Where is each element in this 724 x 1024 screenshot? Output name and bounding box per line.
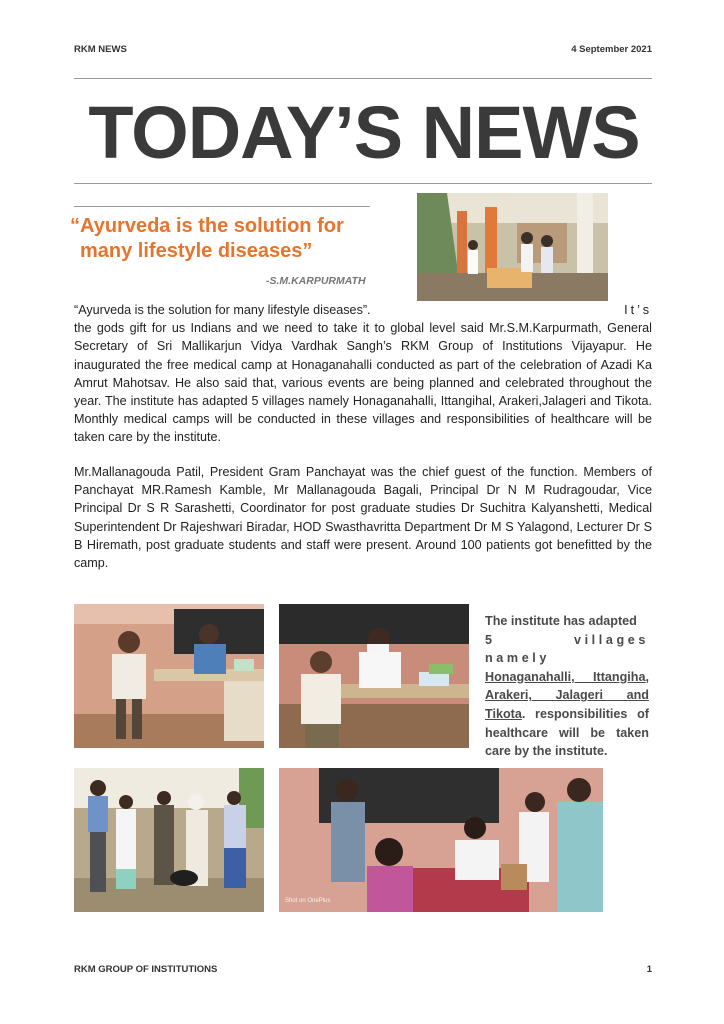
- masthead-title: TODAY’S NEWS: [88, 91, 640, 174]
- sidebar-note-tail: . responsibilities of healthcare will be taken care by the institute.: [485, 706, 649, 759]
- headline-quote-line2: many lifestyle diseases”: [80, 240, 313, 262]
- sidebar-note-line2: 5 villages namely: [485, 632, 649, 666]
- photo-watermark: Shot on OnePlus: [285, 898, 331, 904]
- photo-corridor-camp: [417, 193, 608, 301]
- quote-divider: [74, 206, 370, 207]
- photo-health-checkup: [279, 768, 603, 912]
- top-divider: [74, 78, 652, 79]
- headline-quote-line1: “Ayurveda is the solution for: [70, 215, 344, 237]
- footer-organization: RKM GROUP OF INSTITUTIONS: [74, 964, 218, 975]
- paragraph1-body: the gods gift for us Indians and we need to take it to global level said Mr.S.M.Karpurmath, General Secretary of Sri Mallikarjun Vidya Vardhak Sangh’s RKM Group of Institutions Vijayapur. He inaugurated the free medical camp at Honaganahalli conducted as part of the celebration of Azadi Ka Amrut Mahotsav. He also said that, various events are being planned and celebrated throughout the year. The institute has adapted 5 villages namely Honaganahalli, Ittangihal, Arakeri,Jalageri and Tikota. Monthly medical camps will be conducted in these villages and responsibilities of healthcare will be taken care by the institute.: [74, 321, 652, 445]
- quote-attribution: -S.M.KARPURMATH: [266, 275, 366, 287]
- issue-date: 4 September 2021: [571, 44, 652, 55]
- photo-group-visitors: [74, 768, 264, 912]
- article-paragraph-1: [74, 301, 652, 447]
- publication-name: RKM NEWS: [74, 44, 127, 55]
- paragraph1-lead: “Ayurveda is the solution for many lifestyle diseases”.: [74, 303, 371, 317]
- masthead-divider: [74, 183, 652, 184]
- photo-patient-consultation-1: [74, 604, 264, 748]
- sidebar-note: [485, 612, 649, 761]
- sidebar-note-villages: Honaganahalli, Ittangiha, Arakeri, Jalageri and Tikota: [485, 669, 649, 721]
- sidebar-note-line1: The institute has adapted: [485, 614, 637, 628]
- paragraph1-tail: It’s: [624, 303, 652, 317]
- page-number: 1: [646, 964, 652, 975]
- photo-patient-consultation-2: [279, 604, 469, 748]
- article-paragraph-2: Mr.Mallanagouda Patil, President Gram Panchayat was the chief guest of the function. Members of Panchayat MR.Ramesh Kamble, Mr Mallanagouda Bagali, Principal Dr N M Rudragoudar, Vice Principal Dr S R Sarashetti, Coordinator for post graduate studies Dr Suchitra Kalyanshetti, Medical Superintendent Dr Rajeshwari Biradar, HOD Swasthavritta Department Dr M S Yalagond, Lecturer Dr S B Hiremath, post graduate students and staff were present. Around 100 patients got benefitted by the camp.: [74, 465, 652, 571]
- headline-quote: [70, 214, 390, 264]
